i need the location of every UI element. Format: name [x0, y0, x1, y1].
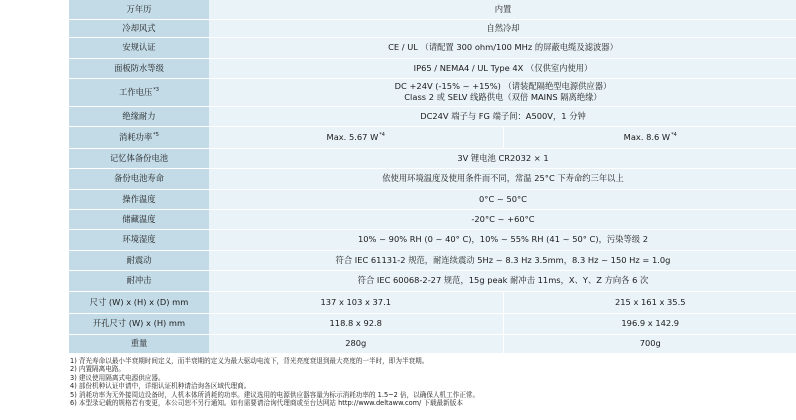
spec-value-text: 符合 IEC 60068-2-27 规范，15g peak 耐冲击 11ms，X、Y、Z 方向各 6 次 — [357, 275, 649, 285]
spec-label — [69, 270, 209, 291]
spec-label-text: 面板防水等级 — [114, 62, 164, 73]
spec-label-text: 工作电压 — [119, 86, 153, 97]
spec-value-text: 10% ~ 90% RH (0 ~ 40° C)，10% ~ 55% RH (41 ~ 50° C)，污染等级 2 — [358, 234, 648, 244]
spec-value — [209, 78, 796, 106]
spec-label — [69, 291, 209, 313]
spec-value-text: CE / UL （请配置 300 ohm/100 MHz 的屏蔽电缆及滤波器） — [388, 42, 618, 52]
footnote-ref: *4 — [671, 131, 677, 138]
spec-row — [69, 19, 796, 37]
spec-value — [209, 209, 796, 229]
spec-label-text: 重量 — [130, 338, 148, 348]
spec-value — [209, 334, 503, 353]
spec-row — [69, 209, 796, 229]
spec-value — [503, 313, 796, 334]
spec-value-text: 215 x 161 x 35.5 — [614, 296, 686, 307]
spec-value-text: Class 2 或 SELV 线路供电（双倍 MAINS 隔离绝缘） — [404, 92, 602, 102]
spec-label-text: 绝缘耐力 — [122, 110, 156, 121]
spec-label — [69, 168, 209, 189]
spec-value-text: DC +24V (-15% ~ +15%) （请装配隔绝型电源供应器） — [394, 81, 612, 91]
footnote: 2) 内置隔离电路。 — [70, 365, 126, 374]
spec-value-text: 700g — [639, 338, 661, 348]
spec-value — [503, 126, 796, 148]
spec-value — [209, 250, 796, 270]
spec-value — [209, 313, 503, 334]
footnote-ref: *3 — [153, 86, 159, 93]
spec-label-text: 记忆体备份电池 — [109, 152, 169, 163]
spec-label — [69, 250, 209, 270]
spec-label — [69, 37, 209, 58]
spec-label — [69, 106, 209, 126]
spec-value — [209, 168, 796, 189]
spec-value — [209, 37, 796, 58]
spec-value-text: 196.9 x 142.9 — [621, 318, 680, 328]
spec-label-text: 尺寸 (W) x (H) x (D) mm — [89, 296, 189, 307]
spec-label — [69, 148, 209, 168]
footnote-ref: *4 — [379, 131, 385, 138]
spec-row — [69, 291, 796, 313]
spec-value-text: 0°C ~ 50°C — [479, 193, 527, 204]
spec-value-text: 3V 锂电池 CR2032 × 1 — [457, 152, 549, 163]
spec-label — [69, 209, 209, 229]
spec-value — [209, 126, 503, 148]
spec-value — [209, 229, 796, 250]
spec-row — [69, 78, 796, 106]
spec-value-text: 内置 — [494, 3, 512, 14]
spec-label-text: 消耗功率 — [119, 131, 153, 142]
spec-value-text: 自然冷却 — [486, 22, 520, 33]
footnote: 5) 消耗功率为无外接周边设备时，人机本体所消耗的功率。建议选用的电源供应器容量为标示消耗功率的 1.5~2 倍，以确保人机工作正常。 — [70, 390, 480, 399]
spec-value — [209, 19, 796, 37]
spec-table — [69, 0, 796, 354]
spec-value-text: IP65 / NEMA4 / UL Type 4X （仅供室内使用） — [413, 62, 593, 73]
spec-label — [69, 126, 209, 148]
spec-label-text: 万年历 — [126, 3, 152, 14]
spec-value — [209, 106, 796, 126]
spec-value — [209, 0, 796, 19]
spec-label-text: 耐震动 — [126, 254, 152, 265]
spec-row — [69, 189, 796, 209]
footnote: 6) 本型录记载的规格若有变更，本公司恕不另行通知。如有需要请洽询代理商或至台达网站 http://www.deltaww.com/ 下载最新版本 — [70, 399, 463, 408]
spec-value-text: Max. 8.6 W — [623, 131, 671, 142]
spec-value-text: 280g — [345, 338, 367, 348]
spec-row — [69, 126, 796, 148]
spec-value — [209, 58, 796, 78]
spec-row — [69, 106, 796, 126]
spec-row — [69, 168, 796, 189]
spec-value — [503, 334, 796, 353]
spec-value-text: Max. 5.67 W — [326, 131, 379, 142]
spec-row — [69, 58, 796, 78]
spec-label — [69, 334, 209, 353]
spec-label-text: 储藏温度 — [122, 213, 156, 224]
spec-row — [69, 148, 796, 168]
spec-label-text: 开孔尺寸 (W) x (H) mm — [92, 318, 186, 328]
spec-label — [69, 229, 209, 250]
spec-value — [209, 189, 796, 209]
spec-label — [69, 78, 209, 106]
spec-label-text: 操作温度 — [122, 193, 156, 204]
spec-value-text: 符合 IEC 61131-2 规范，耐连续震动 5Hz ~ 8.3 Hz 3.5mm，8.3 Hz ~ 150 Hz = 1.0g — [335, 254, 671, 265]
spec-label — [69, 0, 209, 19]
spec-value-text: DC24V 端子与 FG 端子间：A500V，1 分钟 — [420, 110, 586, 121]
spec-value-text: 118.8 x 92.8 — [329, 318, 382, 328]
footnote: 1) 背光寿命以最小半衰期时间定义，而半衰期的定义为最大驱动电流下，背光亮度衰退到最大亮度的一半时，即为半衰期。 — [70, 357, 429, 365]
spec-label — [69, 58, 209, 78]
footnote: 3) 建议使用隔离式电源供应器。 — [70, 373, 165, 382]
spec-label-text: 耐冲击 — [126, 275, 152, 285]
footnote: 4) 部份机种认证申请中，详细认证机种请洽询各区域代理商。 — [70, 382, 251, 391]
spec-row — [69, 250, 796, 270]
spec-value-text: -20°C ~ +60°C — [471, 213, 535, 224]
spec-row — [69, 334, 796, 353]
footnote-ref: *5 — [153, 131, 159, 138]
spec-row — [69, 270, 796, 291]
spec-label-text: 备份电池寿命 — [114, 173, 164, 183]
spec-row — [69, 37, 796, 58]
spec-label — [69, 313, 209, 334]
spec-row — [69, 313, 796, 334]
spec-label-text: 冷却风式 — [122, 22, 156, 33]
spec-value — [209, 148, 796, 168]
footnotes — [70, 357, 790, 407]
spec-value — [209, 291, 503, 313]
spec-label-text: 安规认证 — [122, 42, 156, 52]
spec-value — [209, 270, 796, 291]
spec-value-text: 137 x 103 x 37.1 — [320, 296, 391, 307]
spec-value — [503, 291, 796, 313]
spec-row — [69, 229, 796, 250]
spec-row — [69, 0, 796, 19]
spec-label-text: 环境湿度 — [122, 234, 156, 244]
spec-label — [69, 189, 209, 209]
spec-value-text: 依使用环境温度及使用条件而不同，常温 25°C 下寿命约三年以上 — [382, 173, 624, 183]
spec-label — [69, 19, 209, 37]
